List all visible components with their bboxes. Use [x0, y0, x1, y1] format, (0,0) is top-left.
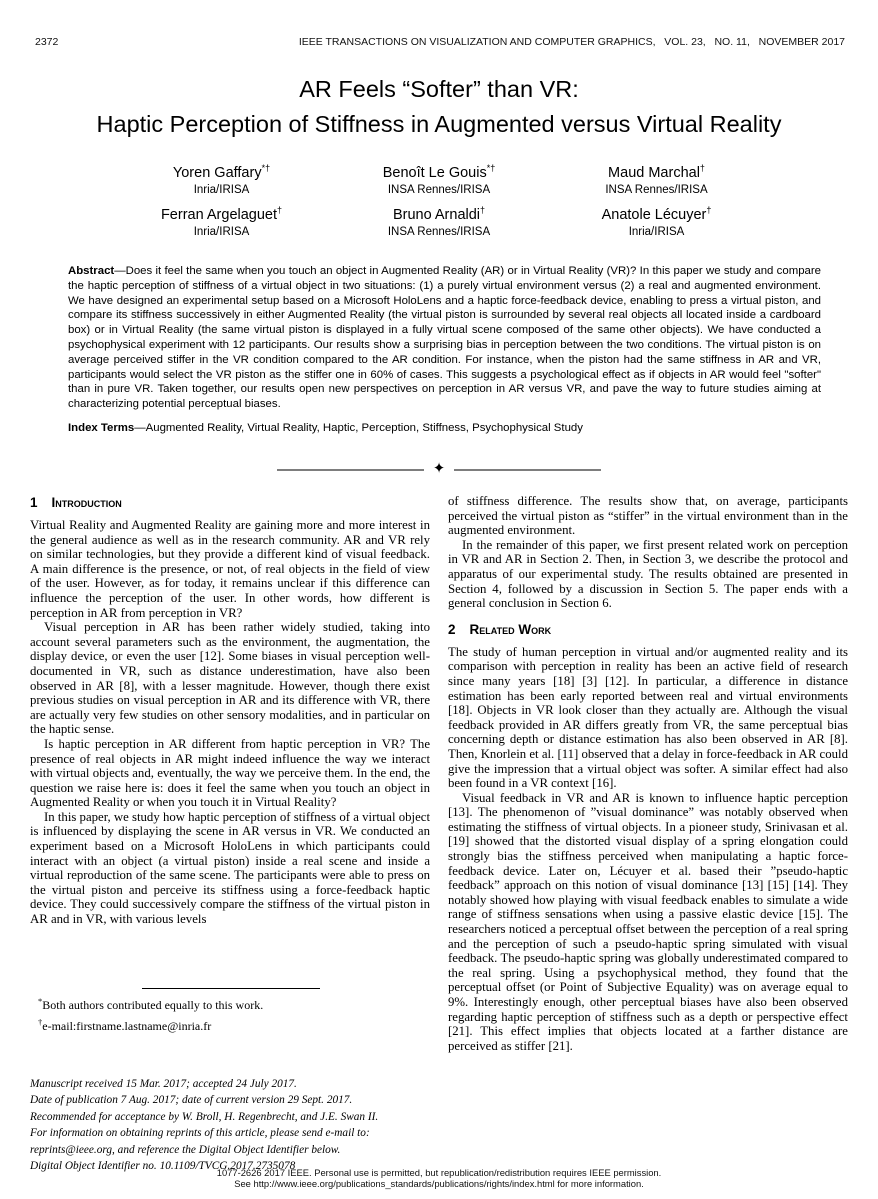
author-affiliation: INSA Rennes/IRISA — [387, 183, 491, 196]
index-terms: Index Terms—Augmented Reality, Virtual Reality, Haptic, Perception, Stiffness, Psychophysical Study — [68, 421, 583, 434]
manuscript-note — [30, 1076, 450, 1174]
section-number: 1 — [30, 495, 38, 510]
manuscript-line: reprints@ieee.org, and reference the Digital Object Identifier below. — [30, 1143, 341, 1156]
author-marchal — [554, 159, 759, 198]
author-name: Benoît Le Gouis — [382, 164, 487, 181]
author-arnaldi — [337, 201, 542, 240]
left-column — [30, 494, 430, 927]
divider-rule-left — [277, 469, 424, 471]
paragraph: Visual feedback in VR and AR is known to influence haptic perception [13]. The phenomenon of ”visual dominance” was notably observed when estimating the stiffness of virtual objects. In a pioneer study, Srinivasan et al. [19] showed that the distorted visual display of a spring elongation could strongly bias the stiffness perceived when manipulating a haptic force-feedback device. Later on, Lécuyer et al. based their ”pseudo-haptic feedback” approach on this notion of visual dominance [13] [15] [14]. They notably showed how playing with visual feedback enables to simulate a wide range of stiffness sensations when using a passive elastic device [15]. The researchers noticed a perceptual offset between the perception of a real spring and the perception of such a pseudo-haptic spring simulated with visual feedback. The pseudo-haptic spring was globally underestimated compared to the real spring. Using a psychophysical method, they found that the perceptual offset (or Point of Subjective Equality) was on average equal to 9%. Interestingly enough, other perceptual biases have also been observed regarding haptic perception of stiffness such as a depth or perspective effect [21]. This effect implies that objects located at a farther distance are perceived as stiffer [21]. — [448, 790, 848, 1053]
author-marker: *† — [261, 163, 271, 173]
manuscript-line: Recommended for acceptance by W. Broll, H. Regenbrecht, and J.E. Swan II. — [30, 1110, 379, 1123]
footnote-equal-contribution: *Both authors contributed equally to this work. — [38, 996, 264, 1012]
copyright-line: See http://www.ieee.org/publications_standards/publications/rights/index.html for more information. — [234, 1178, 644, 1189]
author-row-2 — [119, 201, 759, 240]
manuscript-line: Manuscript received 15 Mar. 2017; accepted 24 July 2017. — [30, 1078, 297, 1090]
author-marker: † — [706, 204, 712, 215]
paragraph: In the remainder of this paper, we first present related work on perception in VR and AR in Section 2. Then, in Section 3, we describe the protocol and apparatus of our experimental study. The results obtained are presented in Section 4, followed by a discussion in Section 5. The paper ends with a general conclusion in Section 6. — [448, 537, 848, 611]
author-affiliation: Inria/IRISA — [628, 225, 685, 238]
paper-title-line2: Haptic Perception of Stiffness in Augmented versus Virtual Reality — [96, 111, 782, 137]
diamond-star-icon: ✦ — [432, 461, 446, 477]
paper-title-line1: AR Feels “Softer” than VR: — [299, 76, 579, 102]
author-marker: † — [480, 204, 486, 215]
author-name: Anatole Lécuyer — [601, 206, 707, 223]
author-lecuyer — [554, 201, 759, 240]
manuscript-line: Digital Object Identifier no. 10.1109/TVCG.2017.2735078 — [30, 1160, 296, 1173]
footnote-rule — [142, 988, 320, 989]
author-marker: *† — [486, 163, 496, 173]
running-header — [35, 36, 845, 48]
paragraph: Is haptic perception in AR different from haptic perception in VR? The presence of real objects in AR might indeed influence the way we interact with virtual objects and, eventually, the way we perceive them. In the end, the question we raise here is: does it feel the same when you touch an object in Augmented Reality or when you touch it in Virtual Reality? — [30, 736, 430, 810]
author-legouis — [337, 159, 542, 198]
author-name: Maud Marchal — [608, 164, 700, 181]
author-argelaguet — [119, 201, 324, 240]
index-terms-label: Index Terms — [68, 421, 135, 434]
manuscript-line: Date of publication 7 Aug. 2017; date of current version 29 Sept. 2017. — [30, 1094, 353, 1107]
author-name: Ferran Argelaguet — [160, 206, 278, 223]
paragraph: The study of human perception in virtual and/or augmented reality and its comparison with perception in reality has been an active field of research since many years [18] [3] [12]. In particular, a difference in distance estimation has been early reported between real and virtual environments [18]. Objects in VR look closer than they actually are. Although the visual feedback provided in AR differs greatly from VR, the same perceptual bias concerning depth or distance estimation has also been observed in AR [8]. Then, Knorlein et al. [11] observed that a delay in force-feedback in AR could give the impression that a virtual object was softer. A similar effect had also been found in a VR context [16]. — [448, 644, 848, 791]
author-block — [119, 159, 759, 243]
paper-title — [0, 72, 878, 142]
section-title: Introduction — [51, 495, 122, 510]
copyright-line: 1077-2626 2017 IEEE. Personal use is permitted, but republication/redistribution requires IEEE permission. — [216, 1167, 662, 1178]
section-title: Related Work — [469, 621, 552, 637]
author-marker: † — [277, 204, 283, 215]
section-number: 2 — [448, 621, 456, 637]
copyright-footer — [0, 1167, 878, 1189]
paragraph: Visual perception in AR has been rather widely studied, taking into account several parameters such as the environment, the augmentation, the display device, or even the user [12]. Some biases in visual perception well-documented in VR, such as distance underestimation, have also been observed in AR [8], with a lesser magnitude. However, though there exist previous studies on visual perception in AR and its difference with VR, there are actually very few studies on other sensory modalities, and in particular on the haptic sense. — [30, 620, 430, 737]
author-row-1 — [119, 159, 759, 198]
author-affiliation: Inria/IRISA — [193, 183, 250, 196]
author-name: Bruno Arnaldi — [392, 206, 481, 223]
manuscript-line: For information on obtaining reprints of this article, please send e-mail to: — [30, 1127, 370, 1140]
divider-rule-right — [454, 469, 601, 471]
paragraph: Virtual Reality and Augmented Reality are gaining more and more interest in the general audience as well as in the research community. AR and VR rely on similar technologies, but they provide a different kind of visual feedback. A main difference is the presence, or not, of real objects in the field of view of the user. However, as for today, it remains unclear if this difference can influence the perception of the user. In other words, how different is perception in AR from perception in VR? — [30, 518, 430, 620]
abstract-block — [68, 264, 821, 436]
section-2-heading — [448, 621, 848, 638]
footnote-email: †e-mail:firstname.lastname@inria.fr — [38, 1017, 212, 1033]
author-marker: † — [699, 163, 705, 173]
abstract-label: Abstract — [68, 265, 115, 277]
author-gaffary — [119, 159, 324, 198]
author-affiliation: Inria/IRISA — [193, 225, 250, 238]
author-name: Yoren Gaffary — [172, 164, 262, 181]
author-affiliation: INSA Rennes/IRISA — [387, 225, 491, 238]
footnote-block — [30, 988, 430, 1035]
journal-header: IEEE TRANSACTIONS ON VISUALIZATION AND COMPUTER GRAPHICS, VOL. 23, NO. 11, NOVEMBER 2017 — [298, 36, 845, 48]
section-divider — [0, 462, 878, 477]
abstract-text: Abstract—Does it feel the same when you touch an object in Augmented Reality (AR) or in Virtual Reality (VR)? In this paper we study and compare the haptic perception of stiffness of a virtual object in two situations: (1) a purely virtual environment versus (2) a real and augmented environment. We have designed an experimental setup based on a Microsoft HoloLens and a haptic force-feedback device, enabling to press a virtual piston, and compare its stiffness successively in either Augmented Reality (the virtual piston is surrounded by several real objects all located inside a cardboard box) or in Virtual Reality (the same virtual piston is displayed in a fully virtual scene composed of the same other objects). We have conducted a psychophysical experiment with 12 participants. Our results show a surprising bias in perception between the two conditions. The virtual piston is on average perceived stiffer in the VR condition compared to the AR condition. For instance, when the piston had the same stiffness in AR and VR, participants would select the VR piston as the stiffer one in 60% of cases. This suggests a psychological effect as if objects in AR would feel "softer" than in pure VR. Taken together, our results open new perspectives on perception in AR versus VR, and pave the way to future studies aiming at characterizing potential perceptual biases. — [68, 265, 821, 411]
page-number: 2372 — [35, 36, 59, 48]
section-1-heading — [30, 494, 430, 511]
author-affiliation: INSA Rennes/IRISA — [605, 183, 708, 196]
right-column — [448, 494, 848, 1053]
paragraph: In this paper, we study how haptic perception of stiffness of a virtual object is influenced by displaying the scene in AR versus in VR. We conducted an experiment based on a Microsoft HoloLens in which participants could interact with an object (a virtual piston) inside a real scene and inside a virtual reproduction of the same scene. The participants were able to press on the virtual piston and perceive its stiffness using a force-feedback haptic device. They could successively compare the stiffness of the virtual piston in AR and in VR, with various levels — [30, 809, 430, 927]
paragraph: of stiffness difference. The results show that, on average, participants perceived the virtual piston as “stiffer” in the virtual environment than in the augmented environment. — [448, 494, 848, 538]
